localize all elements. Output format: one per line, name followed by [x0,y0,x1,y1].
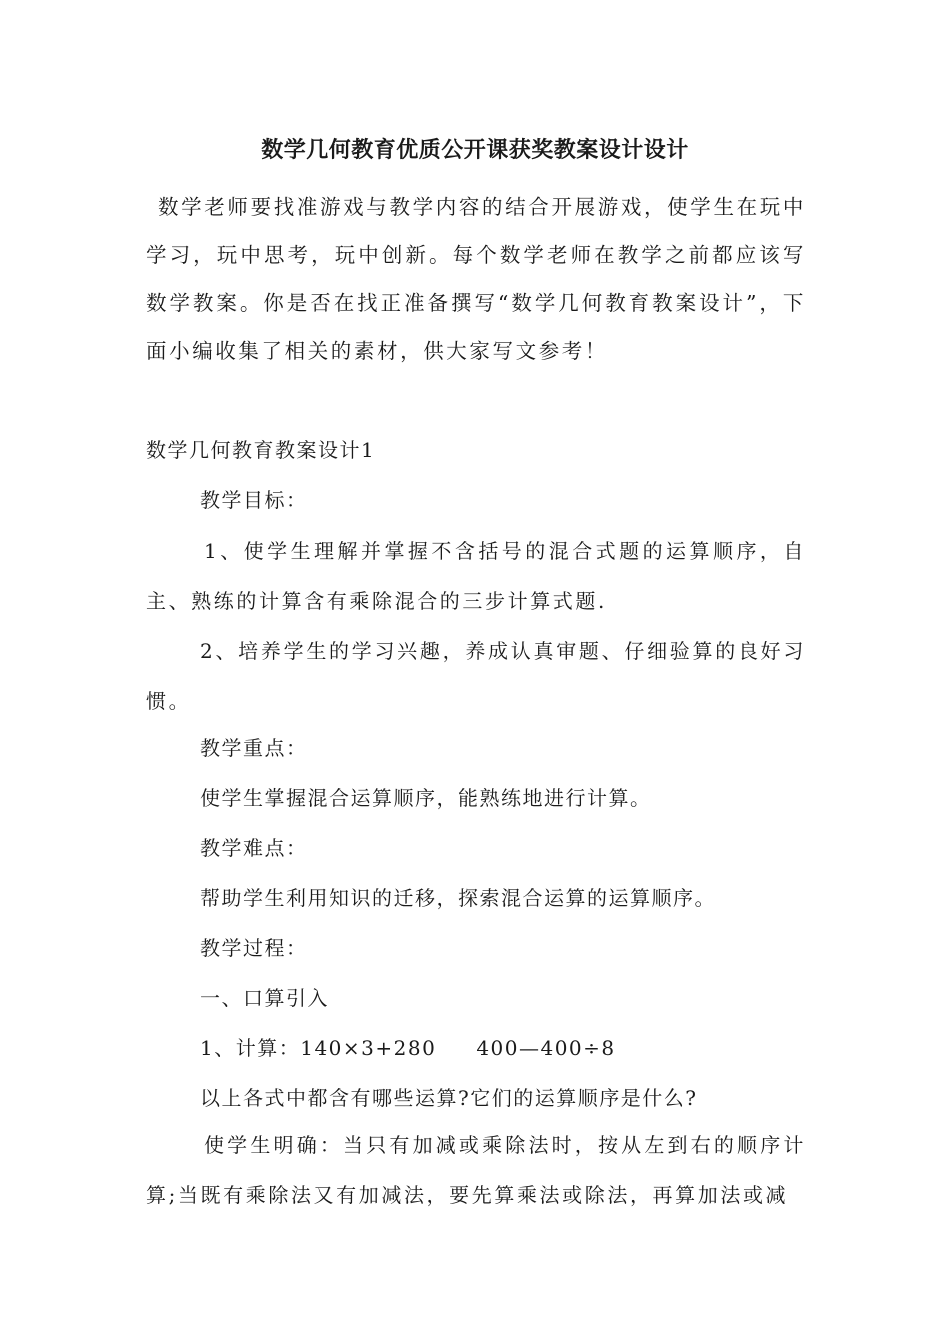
key-point-text: 使学生掌握混合运算顺序，能熟练地进行计算。 [200,786,652,810]
calculation-line [200,1032,616,1064]
key-point-label: 教学重点： [200,736,308,760]
process-label: 教学过程： [200,936,308,960]
calculation-second: 400—400÷8 [476,1036,616,1060]
document-title: 数学几何教育优质公开课获奖教案设计设计 [261,138,689,163]
section-heading: 数学几何教育教案设计1 [146,438,376,462]
calculation-first: 1、计算：140×3+280 [200,1036,437,1060]
difficulty-text: 帮助学生利用知识的迁移，探索混合运算的运算顺序。 [200,886,716,910]
difficulty-label: 教学难点： [200,836,308,860]
goal-1-paragraph: 1、使学生理解并掌握不含括号的混合式题的运算顺序，自主、熟练的计算含有乘除混合的三步计算式题. [146,539,806,613]
goals-label: 教学目标： [200,488,308,512]
question-text: 以上各式中都含有哪些运算?它们的运算顺序是什么? [200,1086,698,1110]
goal-2-paragraph: 2、培养学生的学习兴趣，养成认真审题、仔细验算的良好习惯。 [146,639,806,713]
intro-paragraph: 数学老师要找准游戏与教学内容的结合开展游戏，使学生在玩中学习，玩中思考，玩中创新。每个数学老师在教学之前都应该写数学教案。你是否在找正准备撰写“数学几何教育教案设计”，下面小编收集了相关的素材，供大家写文参考！ [146,195,806,363]
step-one-heading: 一、口算引入 [200,986,329,1010]
clarify-paragraph: 使学生明确：当只有加减或乘除法时，按从左到右的顺序计算;当既有乘除法又有加减法，要先算乘法或除法，再算加法或减 [146,1133,806,1207]
